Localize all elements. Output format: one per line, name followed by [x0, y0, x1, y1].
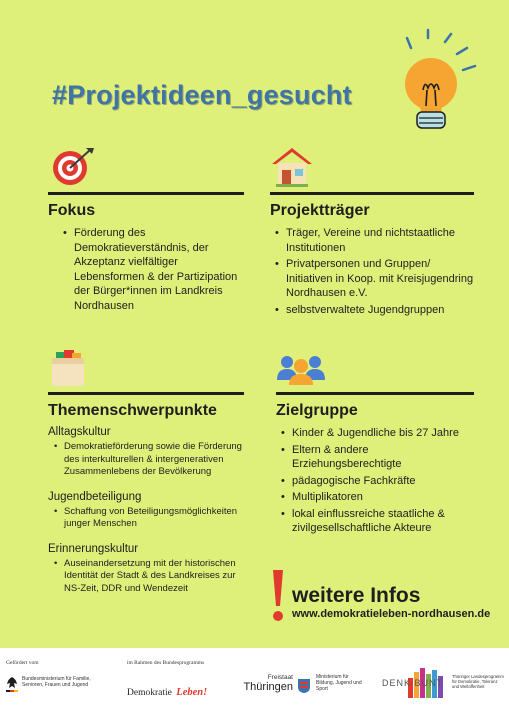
section-themenschwerpunkte: [48, 392, 244, 595]
box-icon: [50, 348, 86, 388]
funded-by-label: Gefördert vom: [6, 660, 39, 666]
logo-demokratie: Demokratie: [127, 688, 172, 698]
denk-bunt-text: Thüringer Landesprogramm für Demokratie, Toleranz und Weltoffenheit: [452, 674, 504, 689]
subsection-title: Alltagskultur: [48, 426, 111, 438]
zielgruppe-list: [276, 426, 474, 536]
divider: [48, 392, 244, 395]
list-item: • Träger, Vereine und nichtstaatliche Institutionen: [270, 226, 474, 255]
subsection-list: [48, 506, 244, 531]
list-item: • lokal einflussreiche staatliche & zivilgesellschaftliche Akteure: [276, 507, 474, 536]
denk-bunt-logo: [382, 668, 450, 698]
website-link[interactable]: www.demokratieleben-nordhausen.de: [292, 608, 491, 620]
list-item: • Auseinandersetzung mit der historischen Identität der Stadt & des Landkreises zur NS-Zeit, DDR und Wendezeit: [48, 558, 244, 596]
denk-bunt-wordmark: DENK BUNT: [382, 678, 444, 688]
thueringen-logo: [241, 674, 293, 693]
subsection-title: Jugendbeteiligung: [48, 490, 142, 503]
section-heading: Themenschwerpunkte: [48, 402, 217, 419]
subsection-title: Erinnerungskultur: [48, 542, 139, 555]
page-title: #Projektideen_gesucht: [52, 80, 352, 110]
eagle-icon: [6, 676, 18, 692]
ministry-tmbjs: Ministerium für Bildung, Jugend und Sport: [316, 674, 362, 692]
crest-icon: [297, 678, 311, 694]
section-zielgruppe: [276, 392, 474, 538]
list-item: • Schaffung von Beteiligungsmöglichkeiten junger Menschen: [48, 506, 244, 531]
divider: [276, 392, 474, 395]
list-item: • Privatpersonen und Gruppen/ Initiativen in Koop. mit Kreisjugendring Nordhausen e.V.: [270, 257, 474, 301]
state-small: Freistaat: [267, 674, 293, 681]
section-heading: Projektträger: [270, 202, 370, 219]
list-item: • Kinder & Jugendliche bis 27 Jahre: [276, 426, 474, 441]
divider: [270, 192, 474, 195]
people-icon: [276, 352, 326, 386]
list-item: • Förderung des Demokratieverständnis, der Akzeptanz vielfältiger Lebensformen & der Partizipation der Bürger*innen im Landkreis Nordhausen: [58, 226, 244, 313]
fokus-list: [58, 226, 244, 313]
more-info-title: weitere Infos: [292, 584, 421, 607]
traeger-list: [270, 226, 474, 317]
demokratie-leben-logo: [127, 682, 207, 700]
divider: [48, 192, 244, 195]
section-heading: Zielgruppe: [276, 402, 358, 419]
section-projekttraeger: [270, 192, 474, 319]
section-heading: Fokus: [48, 202, 96, 219]
list-item: • pädagogische Fachkräfte: [276, 474, 474, 489]
ministry-bmfsfj: Bundesministerium für Familie, Senioren, Frauen und Jugend: [22, 676, 91, 688]
program-label: im Rahmen des Bundesprogramms: [127, 660, 205, 666]
lightbulb-icon: [395, 28, 481, 138]
list-item: • selbstverwaltete Jugendgruppen: [270, 303, 474, 318]
subsection-list: [48, 558, 244, 596]
logo-leben: Leben!: [176, 687, 208, 698]
exclamation-icon: [270, 568, 286, 624]
footer-logos: [0, 648, 509, 720]
section-fokus: [48, 192, 244, 315]
subsection-list: [48, 441, 244, 479]
list-item: • Demokratieförderung sowie die Förderung des interkulturellen & intergenerativen Zusammenlebens der Bevölkerung: [48, 441, 244, 479]
house-icon: [270, 144, 314, 188]
list-item: • Eltern & andere Erziehungsberechtigte: [276, 443, 474, 472]
state-big: Thüringen: [243, 681, 293, 693]
target-icon: [52, 146, 96, 186]
list-item: • Multiplikatoren: [276, 490, 474, 505]
